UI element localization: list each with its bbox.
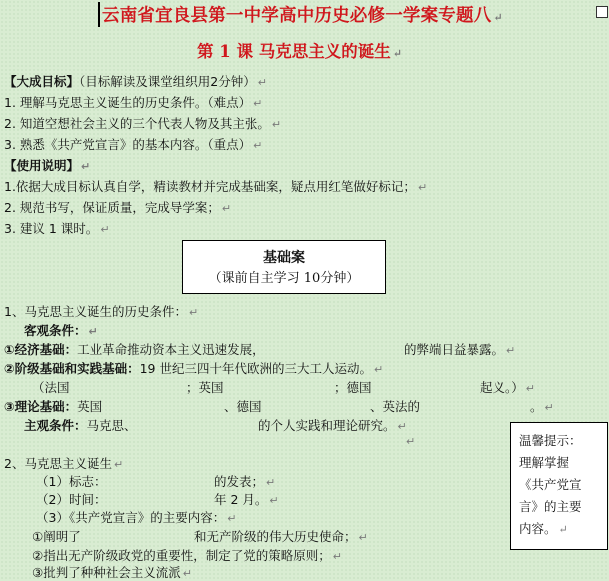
uprising-britain: ；英国	[186, 380, 224, 395]
paragraph-mark-icon: ↵	[182, 567, 192, 580]
economic-line	[4, 340, 265, 358]
tip-line: 理解掌握	[519, 455, 570, 470]
economic-text: 工业革命推动资本主义迅速发展，	[77, 342, 265, 357]
basic-section-subtitle: （课前自主学习 10分钟）	[208, 271, 360, 286]
usage-heading: 【使用说明】 ↵	[4, 158, 91, 173]
paragraph-mark-icon: ↵	[266, 476, 276, 489]
tip-line: 内容。 ↵	[519, 521, 568, 536]
paragraph-mark-icon: ↵	[271, 118, 282, 131]
theory-germany: 、德国	[224, 399, 262, 414]
class-label: ②阶级基础和实践基础：	[4, 361, 140, 376]
usage-item: 2. 规范书写，保证质量，完成导学案； ↵	[4, 200, 232, 215]
theory-anglo-french: 、英法的	[370, 399, 421, 414]
paragraph-mark-icon: ↵	[257, 76, 267, 89]
class-line	[4, 359, 383, 377]
paragraph-mark-icon: ↵	[253, 139, 263, 152]
theory-britain: 英国	[77, 399, 103, 414]
basic-section-title: 基础案	[263, 250, 305, 266]
tip-box	[510, 422, 608, 550]
section1-heading: 1、马克思主义诞生的历史条件： ↵	[4, 304, 199, 319]
uprising-france: （法国	[32, 380, 70, 395]
manifesto-point: ①阐明了	[32, 529, 81, 544]
paragraph-mark-icon: ↵	[544, 401, 554, 414]
class-text: 19 世纪三四十年代欧洲的三大工人运动。	[139, 361, 372, 376]
paragraph-mark-icon: ↵	[373, 363, 384, 376]
sign-label: （1）标志：	[36, 474, 107, 489]
paragraph-mark-icon: ↵	[227, 512, 237, 525]
subjective-text: 马克思、	[86, 418, 137, 433]
goals-heading-note: （目标解读及课堂组织用2分钟）	[79, 74, 256, 89]
theory-tail: 。 ↵	[530, 399, 554, 414]
paragraph-mark-icon: ↵	[269, 494, 279, 507]
paragraph-mark-icon: ↵	[417, 181, 428, 194]
document-title: 云南省宜良县第一中学高中历史必修一学案专题八 ↵	[98, 2, 503, 27]
usage-item: 3. 建议 1 课时。 ↵	[4, 221, 110, 236]
manifesto-point: ③批判了种种社会主义流派 ↵	[32, 565, 192, 580]
paragraph-mark-icon: ↵	[358, 531, 368, 544]
goal-item: 3. 熟悉《共产党宣言》的基本内容。（重点） ↵	[4, 137, 263, 152]
subjective-line	[24, 416, 137, 434]
goal-item: 2. 知道空想社会主义的三个代表人物及其主张。 ↵	[4, 116, 282, 131]
paragraph-mark-icon: ↵	[81, 160, 91, 173]
tip-line: 言》的主要	[519, 499, 582, 514]
manifesto-point: ②指出无产阶级政党的重要性，制定了党的策略原则； ↵	[32, 548, 342, 563]
theory-label: ③理论基础：	[4, 399, 78, 414]
paragraph-mark-icon: ↵	[113, 458, 124, 471]
manifesto-heading: （3）《共产党宣言》的主要内容： ↵	[36, 510, 237, 525]
goals-heading: 【大成目标】	[4, 74, 80, 89]
page-edge-marker	[596, 6, 608, 18]
tip-line: 《共产党宣	[519, 477, 582, 492]
paragraph-mark-icon: ↵	[332, 550, 342, 563]
section2-heading: 2、马克思主义诞生 ↵	[4, 456, 124, 471]
goals-heading-line	[4, 72, 267, 90]
subjective-label: 主观条件：	[24, 418, 87, 433]
paragraph-mark-icon: ↵	[221, 202, 232, 215]
paragraph-mark-icon: ↵	[493, 11, 503, 24]
uprising-tail: 起义。） ↵	[480, 380, 535, 395]
uprising-germany: ；德国	[334, 380, 372, 395]
sign-tail: 的发表； ↵	[214, 474, 276, 489]
paragraph-mark-icon: ↵	[525, 382, 535, 395]
paragraph-mark-icon: ↵	[406, 435, 416, 448]
tip-line: 温馨提示：	[519, 433, 582, 448]
blank-paragraph	[404, 433, 415, 448]
paragraph-mark-icon: ↵	[506, 344, 516, 357]
paragraph-mark-icon: ↵	[88, 325, 98, 338]
goal-item: 1. 理解马克思主义诞生的历史条件。（难点） ↵	[4, 95, 263, 110]
paragraph-mark-icon: ↵	[558, 523, 568, 536]
basic-section-box	[182, 240, 386, 294]
economic-tail: 的弊端日益暴露。 ↵	[404, 342, 516, 357]
usage-item: 1.依据大成目标认真自学，精读教材并完成基础案，疑点用红笔做好标记； ↵	[4, 179, 428, 194]
theory-line	[4, 397, 102, 415]
objective-label: 客观条件： ↵	[24, 323, 98, 338]
paragraph-mark-icon: ↵	[392, 47, 402, 60]
lesson-title: 第 1 课 马克思主义的诞生 ↵	[197, 42, 402, 61]
subjective-tail: 的个人实践和理论研究。 ↵	[258, 418, 407, 433]
paragraph-mark-icon: ↵	[100, 223, 110, 236]
economic-label: ①经济基础：	[4, 342, 78, 357]
paragraph-mark-icon: ↵	[397, 420, 407, 433]
time-label: （2）时间：	[36, 492, 107, 507]
paragraph-mark-icon: ↵	[253, 97, 263, 110]
time-tail: 年 2 月。 ↵	[214, 492, 279, 507]
manifesto-point-tail: 和无产阶级的伟大历史使命； ↵	[194, 529, 368, 544]
paragraph-mark-icon: ↵	[188, 306, 199, 319]
